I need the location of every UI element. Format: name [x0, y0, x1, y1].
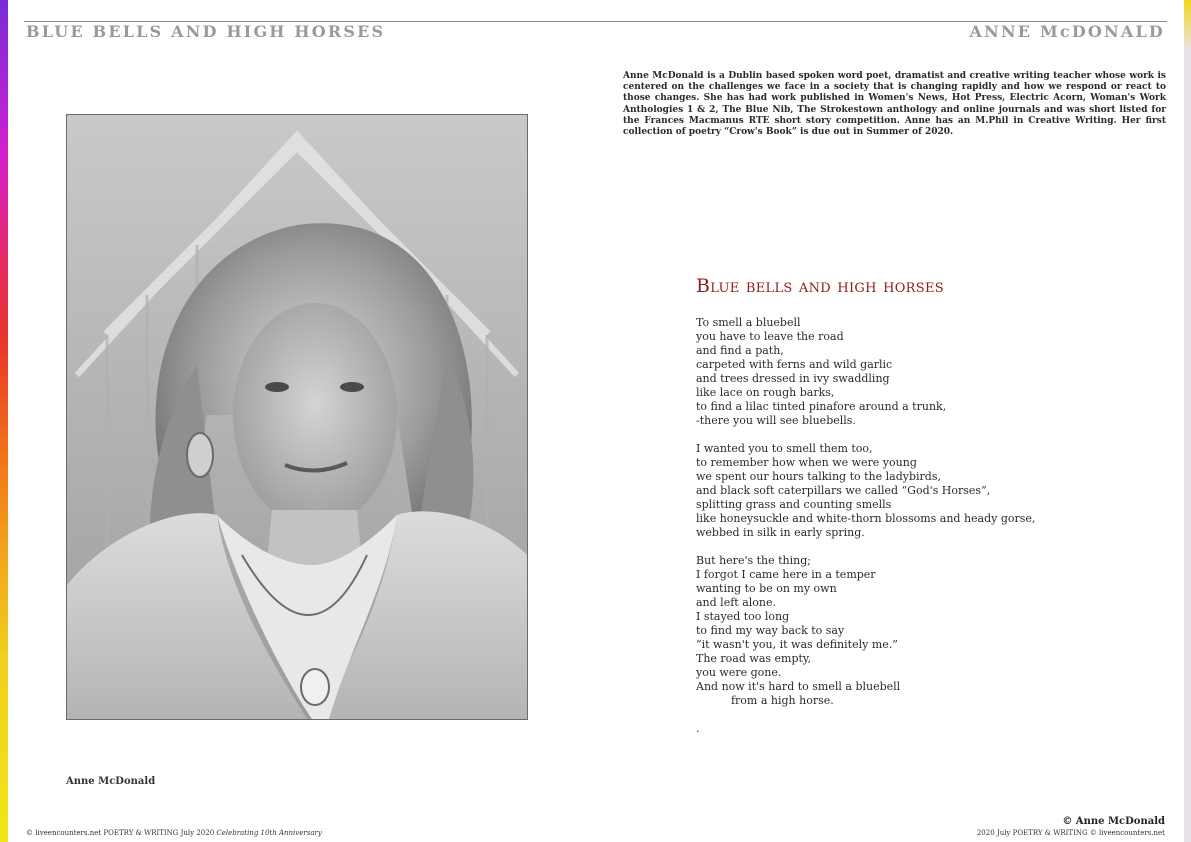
poem-line: And now it's hard to smell a bluebell [696, 680, 901, 693]
footer-right: 2020 July POETRY & WRITING © liveencounters.net [976, 829, 1165, 837]
poem-line: -there you will see bluebells. [696, 414, 856, 427]
poem-line: webbed in silk in early spring. [696, 526, 865, 539]
poem-line: like lace on rough barks, [696, 386, 835, 399]
footer-anniversary: Celebrating 10th Anniversary [216, 829, 322, 837]
poem-line: like honeysuckle and white-thorn blossoms and heady gorse, [696, 512, 1036, 525]
poem-line: and black soft caterpillars we called “God's Horses”, [696, 484, 991, 497]
poem-line: . [696, 722, 700, 735]
poem-title: Blue bells and high horses [696, 275, 944, 297]
poem-line: I forgot I came here in a temper [696, 568, 876, 581]
poem-line: I wanted you to smell them too, [696, 442, 873, 455]
poem-line: “it wasn't you, it was definitely me.” [696, 638, 898, 651]
poem-line: to find my way back to say [696, 624, 845, 637]
poem-line: we spent our hours talking to the ladybirds, [696, 470, 941, 483]
poem-line: wanting to be on my own [696, 582, 837, 595]
copyright-notice: © Anne McDonald [1062, 816, 1165, 827]
poem-line: To smell a bluebell [696, 316, 801, 329]
poem-line: from a high horse. [696, 694, 834, 707]
poem-line: carpeted with ferns and wild garlic [696, 358, 893, 371]
stanza-break [696, 428, 1136, 442]
poem-line: and trees dressed in ivy swaddling [696, 372, 890, 385]
poem-line: to remember how when we were young [696, 456, 917, 469]
right-edge [1184, 0, 1191, 842]
poem-line: splitting grass and counting smells [696, 498, 892, 511]
footer-left [26, 829, 322, 837]
poem-line: you were gone. [696, 666, 782, 679]
left-rainbow-edge [0, 0, 8, 842]
portrait-image [67, 115, 527, 719]
poem-line: you have to leave the road [696, 330, 844, 343]
author-portrait [66, 114, 528, 720]
poem-line: to find a lilac tinted pinafore around a trunk, [696, 400, 947, 413]
author-title: ANNE McDONALD [969, 22, 1165, 41]
poem-line: and left alone. [696, 596, 776, 609]
stanza-break [696, 540, 1136, 554]
footer-left-text: © liveencounters.net POETRY & WRITING July 2020 [26, 829, 217, 837]
poem-body [696, 316, 1136, 736]
poem-line: I stayed too long [696, 610, 790, 623]
poem-line: and find a path, [696, 344, 784, 357]
page-title: BLUE BELLS AND HIGH HORSES [26, 22, 386, 41]
poem-line: The road was empty, [696, 652, 812, 665]
stanza-break [696, 708, 1136, 722]
author-bio: Anne McDonald is a Dublin based spoken word poet, dramatist and creative writing teacher whose work is centered on the challenges we face in a society that is changing rapidly and how we respond or react to those changes. She has had work published in Women's News, Hot Press, Electric Acorn, Woman's Work Anthologies 1 & 2, The Blue Nib, The Strokestown anthology and online journals and was short listed for the Frances Macmanus RTE short story competition. Anne has an M.Phil in Creative Writing. Her first collection of poetry “Crow's Book” is due out in Summer of 2020. [623, 71, 1166, 138]
photo-caption: Anne McDonald [66, 776, 156, 787]
poem-line: But here's the thing; [696, 554, 811, 567]
